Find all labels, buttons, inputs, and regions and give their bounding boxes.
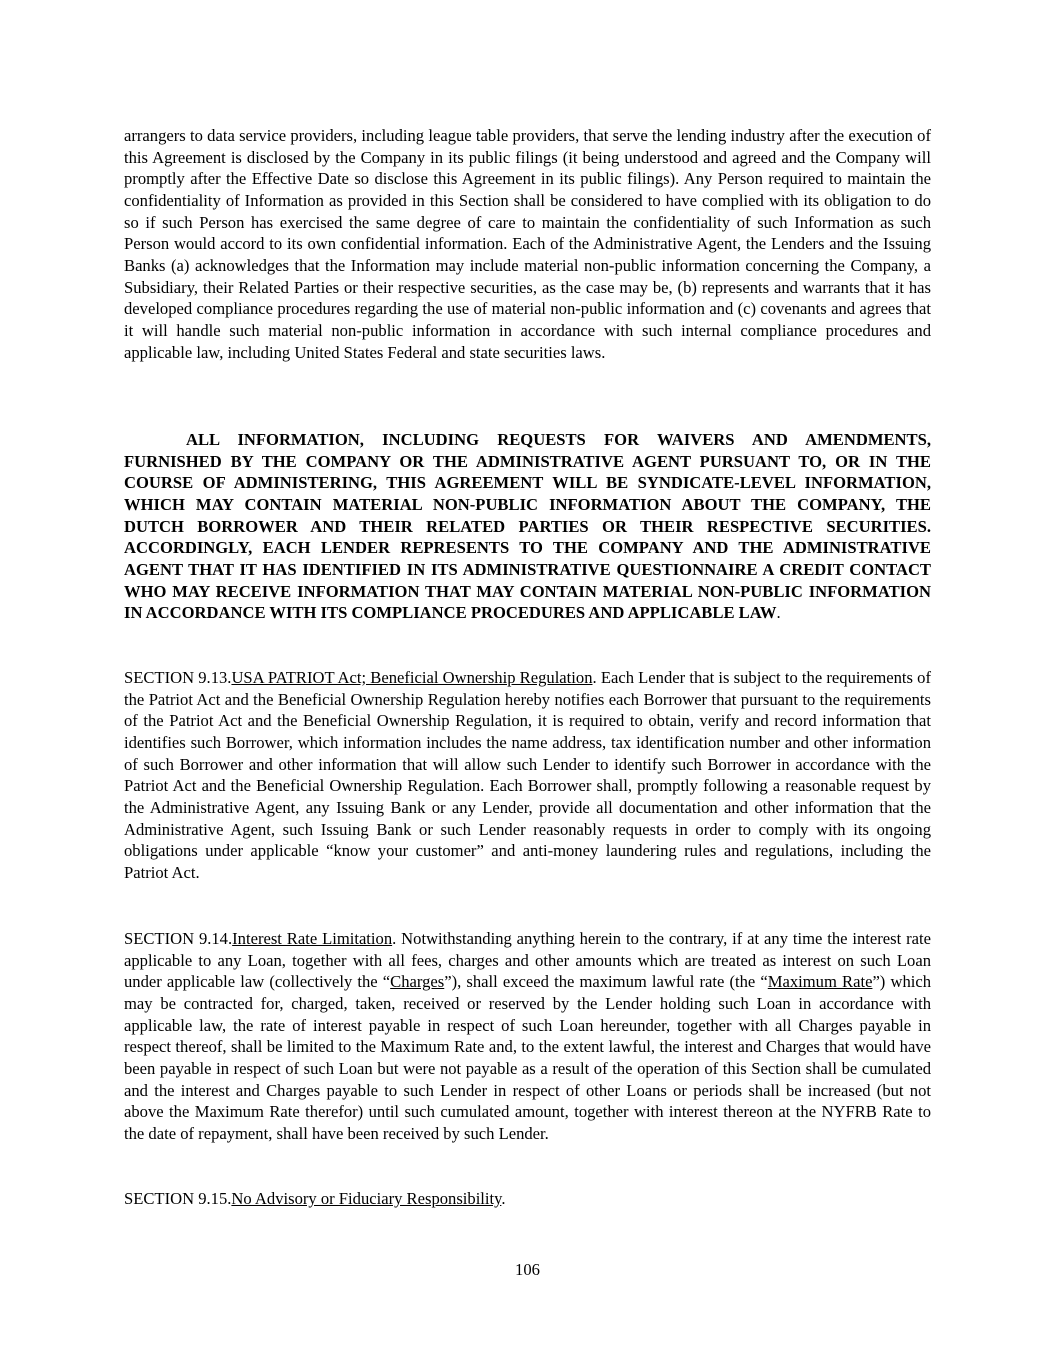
section-9-15	[124, 1188, 931, 1210]
section-9-15-number: SECTION 9.15.	[124, 1189, 232, 1208]
section-9-13	[124, 667, 931, 884]
section-9-14-body-b: ”), shall exceed the maximum lawful rate (the “	[444, 972, 768, 992]
section-9-14-number: SECTION 9.14.	[124, 929, 233, 948]
section-9-13-number: SECTION 9.13.	[124, 668, 232, 687]
disclaimer-text: ALL INFORMATION, INCLUDING REQUESTS FOR WAIVERS AND AMENDMENTS, FURNISHED BY THE COMPANY OR THE ADMINISTRATIVE AGENT PURSUANT TO, OR IN THE COURSE OF ADMINISTERING, THIS AGREEMENT WILL BE SYNDICATE-LEVEL INFORMATION, WHICH MAY CONTAIN MATERIAL NON-PUBLIC INFORMATION ABOUT THE COMPANY, THE DUTCH BORROWER AND THEIR RELATED PARTIES OR THEIR RESPECTIVE SECURITIES. ACCORDINGLY, EACH LENDER REPRESENTS TO THE COMPANY AND THE ADMINISTRATIVE AGENT THAT IT HAS IDENTIFIED IN ITS ADMINISTRATIVE QUESTIONNAIRE A CREDIT CONTACT WHO MAY RECEIVE INFORMATION THAT MAY CONTAIN MATERIAL NON-PUBLIC INFORMATION IN ACCORDANCE WITH ITS COMPLIANCE PROCEDURES AND APPLICABLE LAW	[124, 430, 931, 623]
section-9-13-body: . Each Lender that is subject to the requirements of the Patriot Act and the Beneficial Ownership Regulation hereby notifies each Borrower that pursuant to the requirements of the Patriot Act and the Beneficial Ownership Regulation, it is required to obtain, verify and record information that identifies such Borrower, which information includes the name address, tax identification number and other information of such Borrower and other information that will allow such Lender to identify such Borrower in accordance with the Patriot Act and the Beneficial Ownership Regulation. Each Borrower shall, promptly following a reasonable request by the Administrative Agent, any Issuing Bank or any Lender, provide all documentation and other information that the Administrative Agent, such Issuing Bank or such Lender reasonably requests in order to comply with its ongoing obligations under applicable “know your customer” and anti-money laundering rules and regulations, including the Patriot Act.	[124, 668, 932, 882]
section-9-14-body-c: ”) which may be contracted for, charged, taken, received or reserved by the Lender holding such Loan in accordance with applicable law, the rate of interest payable in respect of such Loan hereunder, together with all Charges payable in respect thereof, shall be limited to the Maximum Rate and, to the extent lawful, the interest and Charges that would have been payable in respect of such Loan but were not payable as a result of the operation of this Section shall be cumulated and the interest and Charges payable to such Lender in respect of other Loans or periods shall be increased (but not above the Maximum Rate therefor) until such cumulated amount, together with interest thereon at the NYFRB Rate to the date of repayment, shall have been received by such Lender.	[124, 972, 932, 1143]
section-9-15-title: No Advisory or Fiduciary Responsibility	[231, 1189, 502, 1208]
page-number: 106	[515, 1260, 540, 1279]
confidentiality-text: arrangers to data service providers, including league table providers, that serve the lending industry after the execution of this Agreement is disclosed by the Company in its public filings (it being understood and agreed and the Company will promptly after the Effective Date so disclose this Agreement in its public filings). Any Person required to maintain the confidentiality of Information as provided in this Section shall be considered to have complied with its obligation to do so if such Person has exercised the same degree of care to maintain the confidentiality of such Information as such Person would accord to its own confidential information. Each of the Administrative Agent, the Lenders and the Issuing Banks (a) acknowledges that the Information may include material non-public information concerning the Company, a Subsidiary, their Related Parties or their respective securities, as the case may be, (b) represents and warrants that it has developed compliance procedures regarding the use of material non-public information and (c) covenants and agrees that it will handle such material non-public information in accordance with such internal compliance procedures and applicable law, including United States Federal and state securities laws.	[124, 126, 931, 362]
section-9-13-title: USA PATRIOT Act; Beneficial Ownership Regulation	[231, 668, 593, 687]
disclaimer-period: .	[776, 603, 781, 623]
syndicate-disclaimer-paragraph	[124, 429, 931, 624]
section-9-14-body-a: . Notwithstanding anything herein to the contrary, if at any time the interest rate applicable to any Loan, together with all fees, charges and other amounts which are treated as interest on such Loan under applicable law (collectively the “	[124, 929, 931, 992]
section-9-14-title: Interest Rate Limitation	[232, 929, 393, 948]
defined-term-maximum-rate: Maximum Rate	[767, 972, 873, 992]
defined-term-charges: Charges	[390, 972, 445, 992]
section-9-14	[124, 928, 931, 1145]
confidentiality-paragraph	[124, 125, 931, 363]
section-9-15-period: .	[501, 1189, 506, 1208]
